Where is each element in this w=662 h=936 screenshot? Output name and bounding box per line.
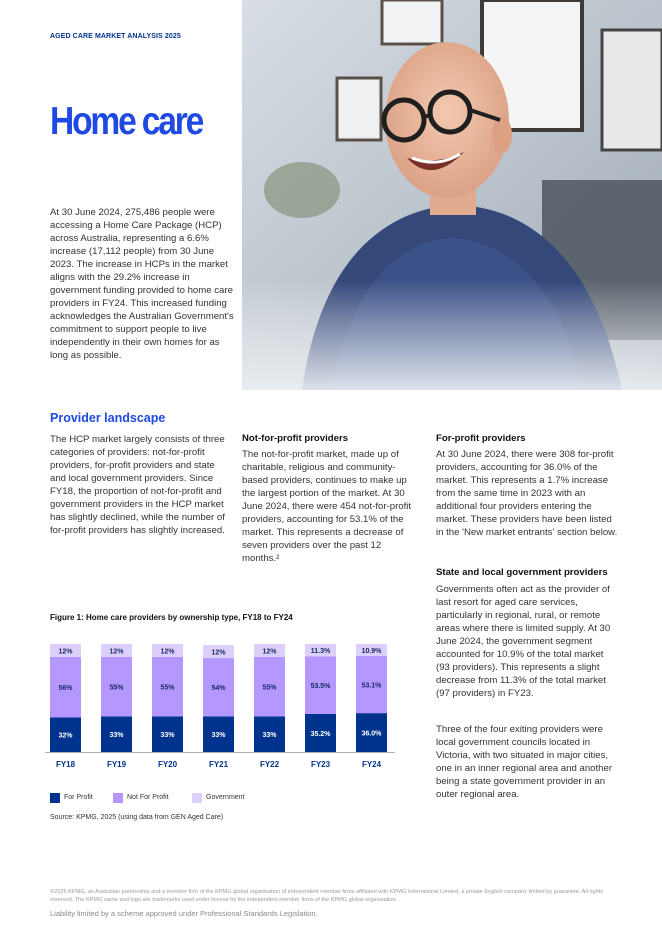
data-label: 33%: [262, 732, 277, 740]
data-label: 53.1%: [361, 682, 382, 690]
legend-swatch: [50, 793, 60, 803]
gov-text-2: Three of the four exiting providers were local government councils located in Victoria, with two situated in major cities, one in an inner regional area and another being a state government provider in an outer regional area.: [436, 724, 613, 800]
x-tick-label: FY24: [361, 760, 382, 769]
data-label: 32%: [58, 732, 73, 740]
stacked-bar-chart: [45, 636, 395, 776]
data-label: 12%: [211, 649, 226, 657]
section-heading: Provider landscape: [50, 411, 166, 425]
provider-landscape-text: The HCP market largely consists of three categories of providers: not-for-profit providers, for-profit providers and state and local government providers. Since FY18, the proportion of not-for-profit and government providers in the HCP market has slightly declined, while the number of for-profit providers has slightly increased.: [50, 434, 225, 536]
legend-item-government: [192, 789, 245, 807]
liability-notice: Liability limited by a scheme approved under Professional Standards Legislation.: [50, 909, 318, 918]
copyright-notice: ©2025 KPMG, an Australian partnership and a member firm of the KPMG global organisation of independent member firms affiliated with KPMG International Limited, a private English company limited by guarantee. All rights reserved. The KPMG name and logo are trademarks used under license by the independent member firms of the KPMG global organisation.: [50, 889, 604, 903]
data-label: 12%: [160, 648, 175, 656]
data-label: 54%: [211, 685, 226, 693]
intro-paragraph: At 30 June 2024, 275,486 people were accessing a Home Care Package (HCP) across Australia, representing a 6.6% increase (17,112 people) from 30 June 2023. The increase in HCPs in the market aligns with the 29.2% increase in government funding provided to home care providers in FY24. This increased funding acknowledges the Australian Government's commitment to support people to live independently in their own homes for as long as possible.: [50, 207, 234, 361]
data-label: 55%: [109, 684, 124, 692]
data-label: 53.5%: [310, 683, 331, 691]
data-label: 33%: [160, 732, 175, 740]
x-tick-label: FY18: [55, 760, 76, 769]
gov-text-1: Governments often act as the provider of last resort for aged care services, particularly in regional, rural, or remote areas where there is limited supply. At 30 June 2024, the government segment accounted for 10.9% of the total market (93 providers). This represents a slight decrease from 11.3% of the total market (97 providers) in FY23.: [436, 584, 611, 699]
data-label: 33%: [109, 732, 124, 740]
data-label: 12%: [262, 648, 277, 656]
legend-swatch: [113, 793, 123, 803]
x-tick-label: FY20: [157, 760, 178, 769]
fp-text: At 30 June 2024, there were 308 for-profit providers, accounting for 36.0% of the market. This represents a 1.7% increase from the same time in 2023 with an additional four providers entering the market. These providers have been listed in the 'New market entrants' section below.: [436, 449, 618, 538]
legend-swatch: [192, 793, 202, 803]
x-tick-label: FY23: [310, 760, 331, 769]
legend-label: Not For Profit: [127, 794, 169, 802]
page-title: Home care: [50, 100, 203, 143]
data-label: 36.0%: [361, 730, 382, 738]
gov-heading: State and local government providers: [436, 567, 608, 578]
x-tick-label: FY22: [259, 760, 280, 769]
nfp-text: The not-for-profit market, made up of charitable, religious and community-based providers, continues to make up the largest portion of the market. At 30 June 2024, there were 454 not-for-profit providers, accounting for 53.1% of the market. This represents a decrease of seven providers over the past 12 months.²: [242, 449, 412, 564]
data-label: 35.2%: [310, 730, 331, 738]
hero-photo: [242, 0, 662, 390]
data-label: 11.3%: [310, 648, 331, 656]
legend-label: Government: [206, 794, 245, 802]
figure-source: Source: KPMG, 2025 (using data from GEN Aged Care): [50, 814, 224, 821]
running-header: AGED CARE MARKET ANALYSIS 2025: [50, 33, 181, 40]
nfp-heading: Not-for-profit providers: [242, 433, 349, 444]
data-label: 55%: [262, 684, 277, 692]
data-label: 56%: [58, 685, 73, 693]
data-label: 10.9%: [361, 647, 382, 655]
figure-title: Figure 1: Home care providers by ownership type, FY18 to FY24: [50, 613, 293, 622]
chart-legend: [50, 789, 410, 803]
x-tick-label: FY21: [208, 760, 229, 769]
fp-heading: For-profit providers: [436, 433, 526, 444]
legend-label: For Profit: [64, 794, 93, 802]
x-tick-label: FY19: [106, 760, 127, 769]
legend-item-for-profit: [50, 789, 93, 807]
legend-item-not-for-profit: [113, 789, 169, 807]
data-label: 55%: [160, 684, 175, 692]
data-label: 33%: [211, 732, 226, 740]
data-label: 12%: [109, 648, 124, 656]
data-label: 12%: [58, 648, 73, 656]
